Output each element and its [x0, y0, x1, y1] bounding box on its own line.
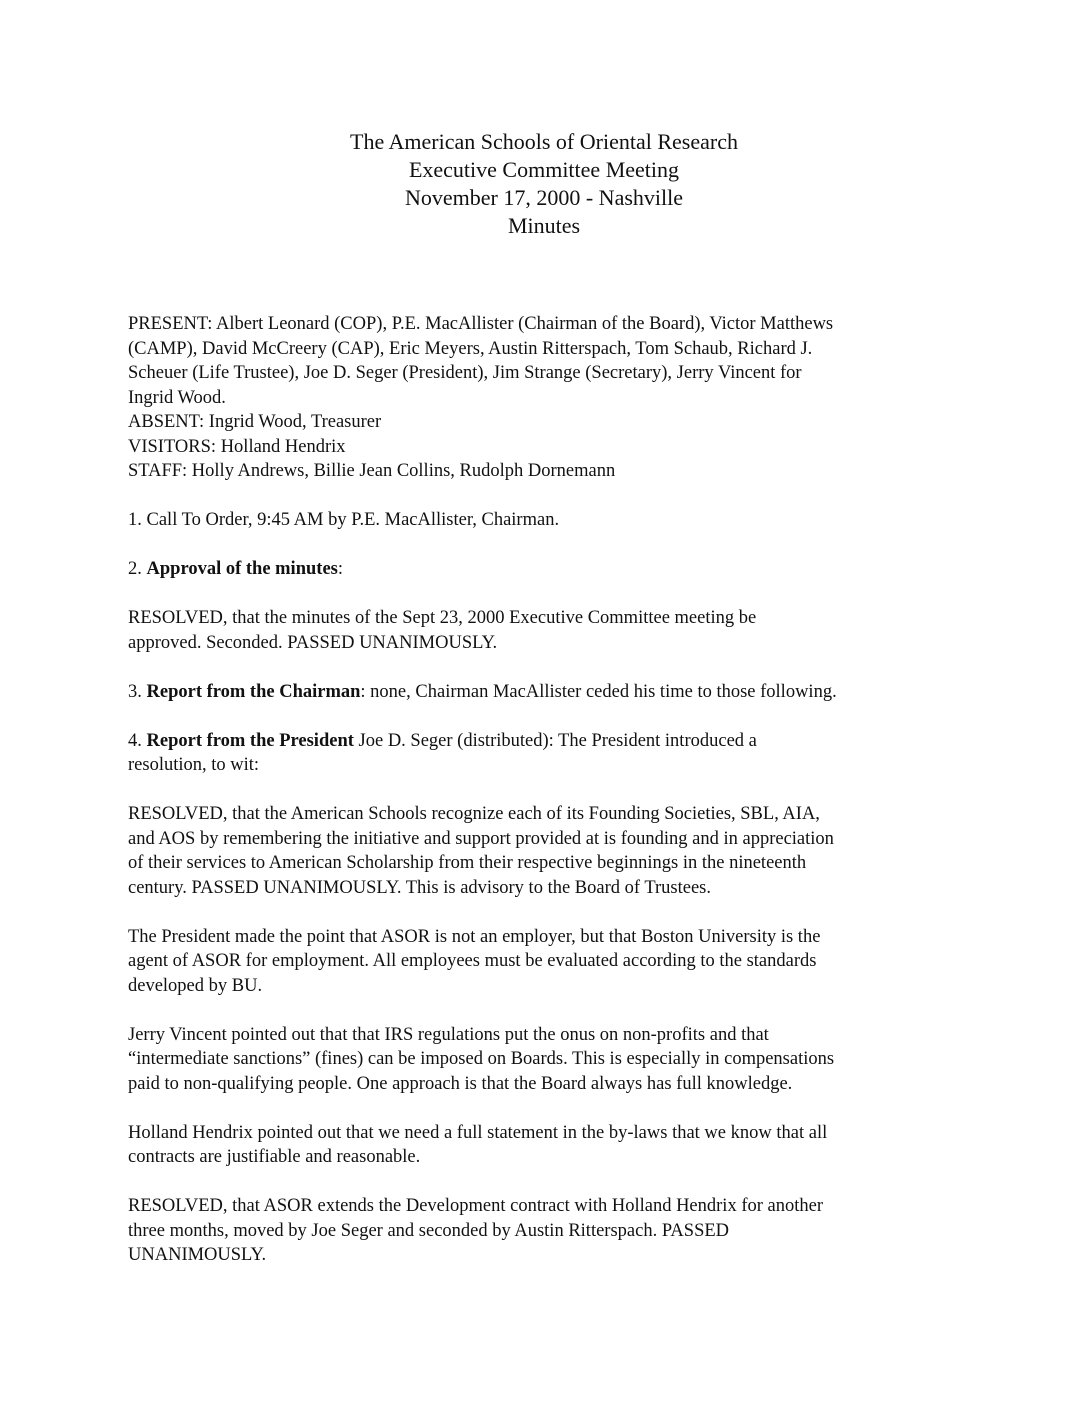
paragraph-employment [128, 925, 968, 999]
absent-line: ABSENT: Ingrid Wood, Treasurer [128, 412, 382, 432]
item-chairman-report [128, 680, 968, 705]
document-header [0, 128, 1088, 240]
item-text: resolution, to wit: [128, 755, 260, 775]
resolution-line: century. PASSED UNANIMOUSLY. This is advisory to the Board of Trustees. [128, 877, 711, 898]
item-number: 4. [128, 730, 147, 751]
paragraph-irs-regulations [128, 1023, 968, 1097]
resolution-line: of their services to American Scholarship from their respective beginnings in the nineteenth [128, 853, 807, 873]
attendance-section [128, 312, 968, 484]
present-line: Scheuer (Life Trustee), Joe D. Seger (President), Jim Strange (Secretary), Jerry Vincent for [128, 363, 802, 383]
paragraph-line: Holland Hendrix pointed out that we need a full statement in the by-laws that we know that all [128, 1122, 828, 1143]
visitors-line: VISITORS: Holland Hendrix [128, 436, 346, 457]
meeting-date-location: November 17, 2000 - Nashville [405, 185, 683, 210]
staff-line: STAFF: Holly Andrews, Billie Jean Collins, Rudolph Dornemann [128, 461, 616, 481]
paragraph-line: contracts are justifiable and reasonable. [128, 1147, 421, 1167]
present-line: (CAMP), David McCreery (CAP), Eric Meyers, Austin Ritterspach, Tom Schaub, Richard J. [128, 338, 813, 359]
meeting-title: Executive Committee Meeting [408, 157, 680, 182]
paragraph-bylaws [128, 1121, 968, 1170]
resolution-line: three months, moved by Joe Seger and seconded by Austin Ritterspach. PASSED [128, 1220, 730, 1241]
document-type: Minutes [507, 213, 581, 238]
paragraph-line: paid to non-qualifying people. One approach is that the Board always has full knowledge. [128, 1073, 793, 1094]
item-call-to-order: 1. Call To Order, 9:45 AM by P.E. MacAllister, Chairman. [128, 510, 560, 530]
item-heading: Report from the Chairman [146, 681, 361, 702]
item-heading: Report from the President [146, 730, 354, 751]
present-line: PRESENT: Albert Leonard (COP), P.E. MacAllister (Chairman of the Board), Victor Matthews [128, 314, 834, 334]
item-text: : [337, 559, 343, 579]
item-text: Joe D. Seger (distributed): The President introduced a [353, 730, 757, 751]
paragraph-line: developed by BU. [128, 975, 263, 996]
paragraph-line: The President made the point that ASOR is not an employer, but that Boston University is the [128, 926, 821, 947]
resolution-minutes [128, 606, 968, 655]
paragraph-line: “intermediate sanctions” (fines) can be imposed on Boards. This is especially in compensations [128, 1049, 835, 1069]
resolution-founding-societies [128, 802, 968, 900]
item-president-report [128, 729, 968, 778]
resolution-line: RESOLVED, that ASOR extends the Development contract with Holland Hendrix for another [128, 1196, 823, 1216]
minutes-body [128, 312, 968, 1268]
paragraph-line: Jerry Vincent pointed out that that IRS regulations put the onus on non-profits and that [128, 1024, 769, 1045]
resolution-line: RESOLVED, that the American Schools recognize each of its Founding Societies, SBL, AIA, [128, 804, 820, 824]
item-number: 2. [128, 559, 147, 579]
item-number: 3. [128, 681, 147, 702]
item-approval-of-minutes [128, 557, 968, 582]
present-line: Ingrid Wood. [128, 387, 226, 408]
resolution-line: RESOLVED, that the minutes of the Sept 23, 2000 Executive Committee meeting be [128, 608, 757, 628]
resolution-line: approved. Seconded. PASSED UNANIMOUSLY. [128, 632, 498, 653]
paragraph-line: agent of ASOR for employment. All employees must be evaluated according to the standards [128, 951, 817, 971]
resolution-line: UNANIMOUSLY. [128, 1245, 267, 1265]
item-heading: Approval of the minutes [146, 559, 338, 579]
resolution-line: and AOS by remembering the initiative and support provided at is founding and in appreciation [128, 828, 834, 849]
organization-title: The American Schools of Oriental Research [350, 129, 738, 154]
resolution-development-contract [128, 1194, 968, 1268]
item-text: : none, Chairman MacAllister ceded his time to those following. [360, 681, 837, 702]
